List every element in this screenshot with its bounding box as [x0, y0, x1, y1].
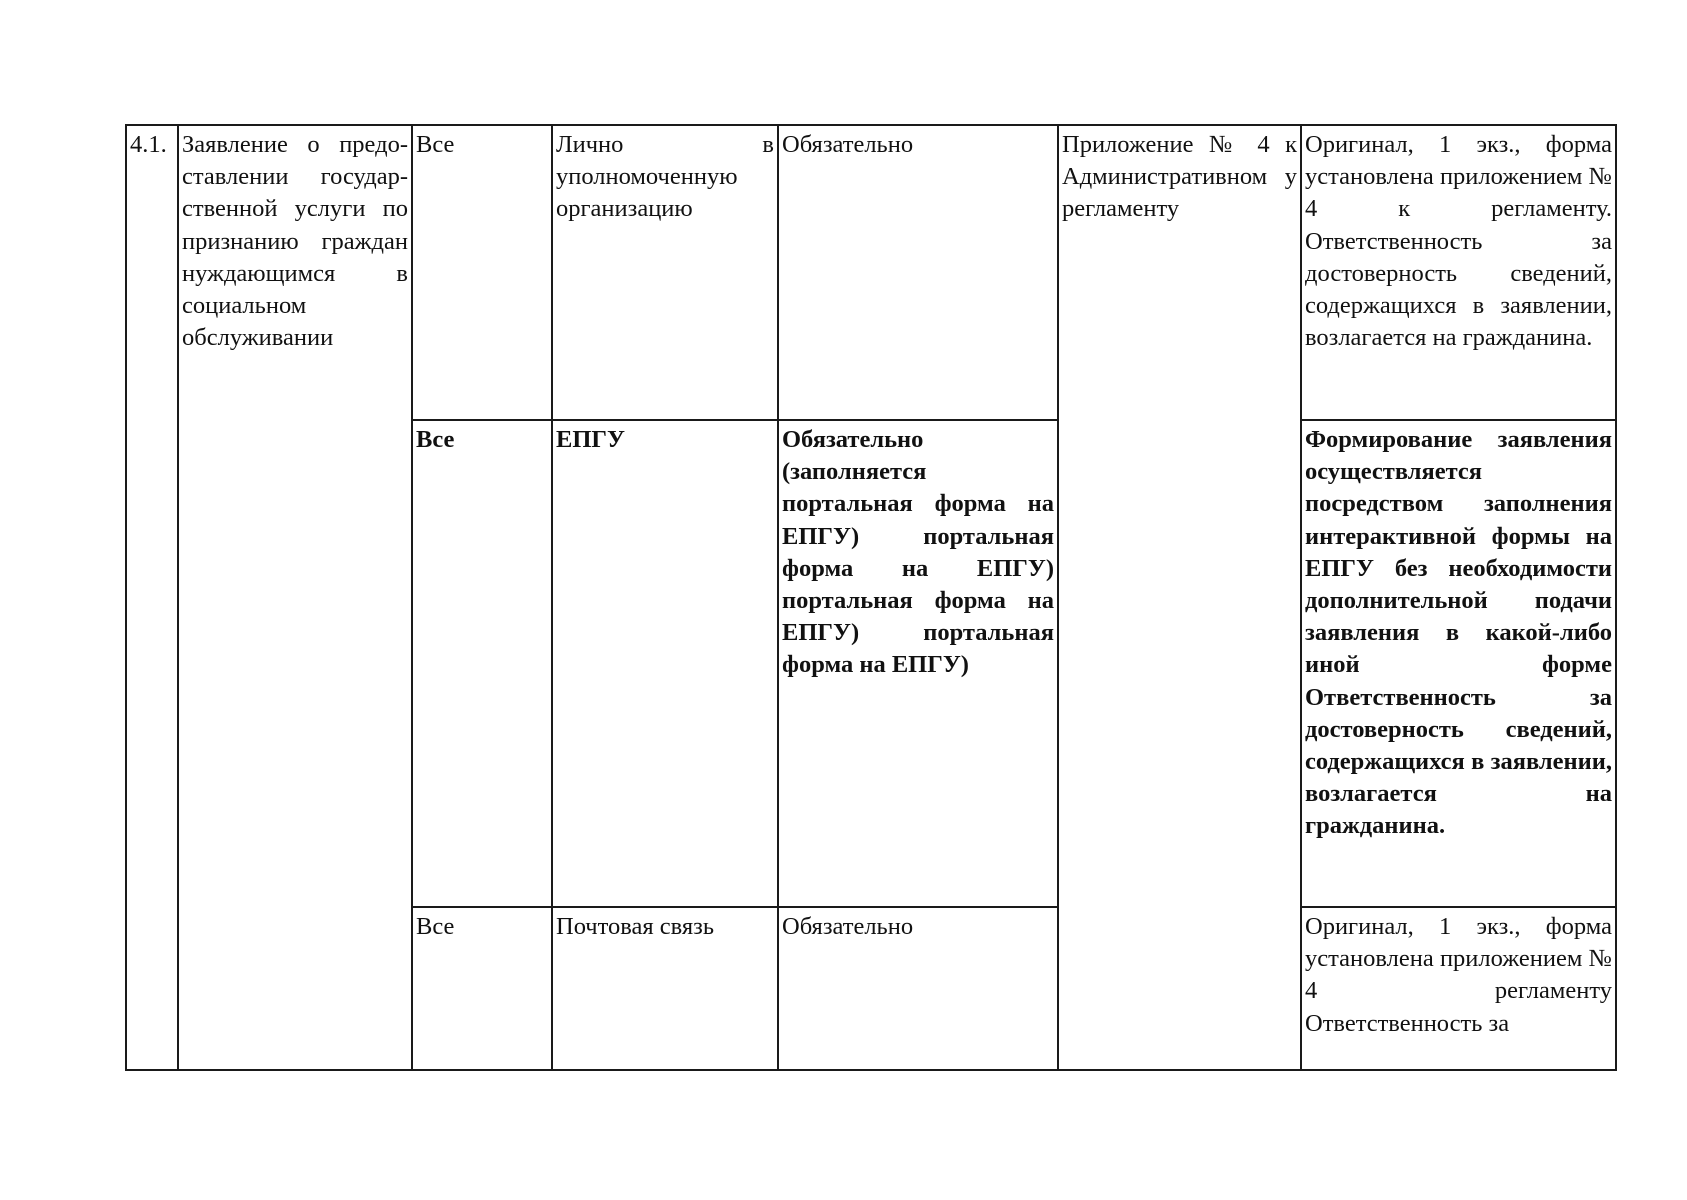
- note-cell: Формирование заявления осуществляется посредством заполнения интерактивной формы на ЕПГУ без необходимости дополнительной подачи заявления в какой-либо иной форме Ответственность за достоверность сведений, содержащихся в заявлении, возлагается на гражданина.: [1301, 420, 1616, 907]
- method-cell: Почтовая связь: [552, 907, 778, 1070]
- method-cell: Лично в уполномоченную организацию: [552, 125, 778, 420]
- document-name-cell: Заявление о предоставлении государственной услуги по признанию граждан нуждающимся в социальном обслуживании: [178, 125, 412, 1070]
- category-cell: Все: [412, 907, 552, 1070]
- table-row: [126, 125, 1616, 420]
- reference-cell: Приложение № 4 к Административном у регламенту: [1058, 125, 1301, 1070]
- note-cell: Оригинал, 1 экз., форма установлена приложением № 4 регламенту Ответственность за: [1301, 907, 1616, 1070]
- row-number-cell: 4.1.: [126, 125, 178, 1070]
- note-cell: Оригинал, 1 экз., форма установлена приложением № 4 к регламенту. Ответственность за достоверность сведений, содержащихся в заявлении, возлагается на гражданина.: [1301, 125, 1616, 420]
- services-table: [125, 124, 1617, 1071]
- method-cell: ЕПГУ: [552, 420, 778, 907]
- requirement-cell: Обязательно (заполняется портальная форма на ЕПГУ) портальная форма на ЕПГУ) портальная форма на ЕПГУ) портальная форма на ЕПГУ): [778, 420, 1058, 907]
- category-cell: Все: [412, 420, 552, 907]
- requirement-cell: Обязательно: [778, 125, 1058, 420]
- requirement-cell: Обязательно: [778, 907, 1058, 1070]
- category-cell: Все: [412, 125, 552, 420]
